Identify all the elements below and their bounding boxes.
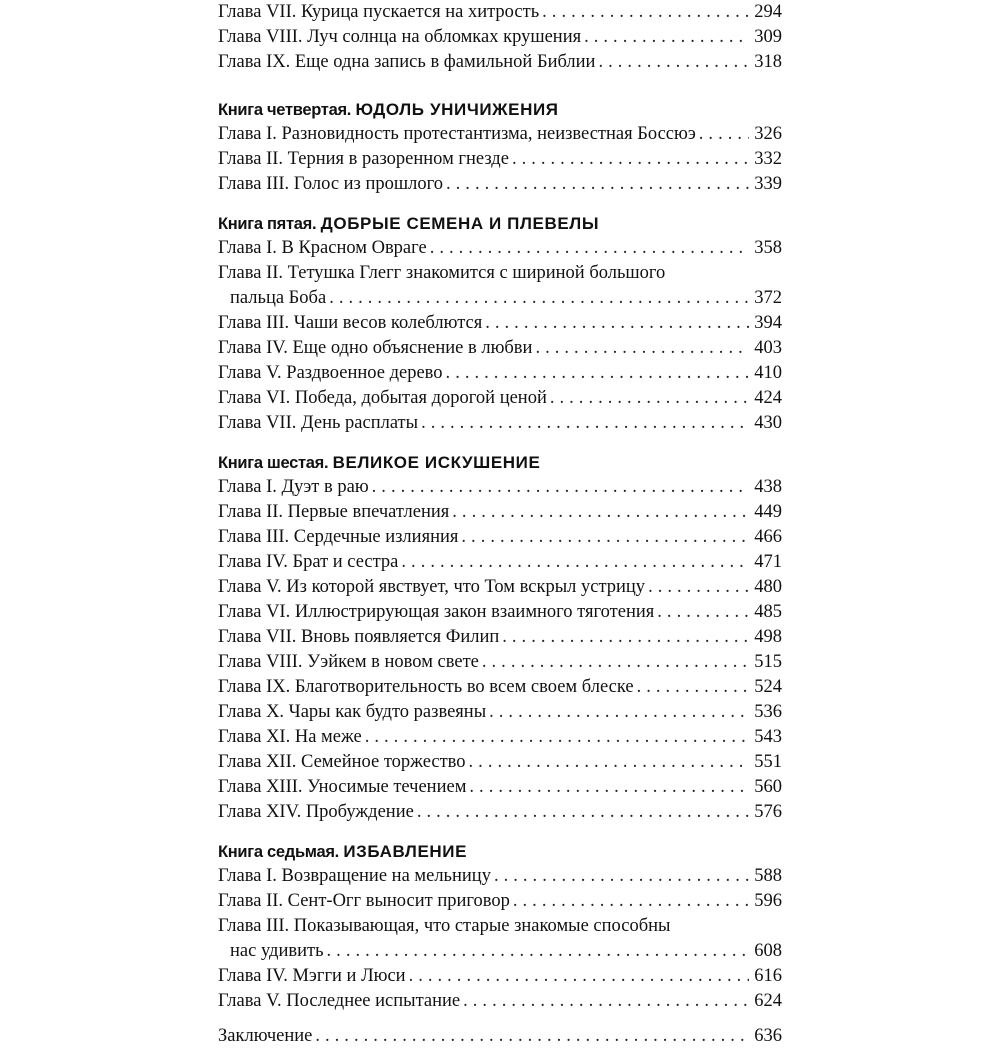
toc-entry-title: Глава VI. Победа, добытая дорогой ценой	[218, 388, 547, 408]
toc-leader-dots	[512, 147, 749, 172]
toc-entry-page: 430	[754, 413, 782, 433]
toc-leader-dots	[463, 989, 749, 1014]
toc-entry-page: 403	[754, 338, 782, 358]
toc-leader-dots	[417, 800, 749, 825]
toc-leader-dots	[327, 939, 749, 964]
toc-entry-page: 624	[754, 991, 782, 1011]
toc-entry-title: Глава XIV. Пробуждение	[218, 802, 414, 822]
toc-entry-title: Глава III. Сердечные излияния	[218, 527, 459, 547]
toc-entry-page: 394	[754, 313, 782, 333]
toc-entry[interactable]	[216, 172, 782, 197]
toc-entry-page: 294	[754, 2, 782, 22]
toc-entry[interactable]	[216, 236, 782, 261]
toc-entry-title: Глава II. Тетушка Глегг знакомится с шириной большого	[218, 263, 666, 283]
toc-entry[interactable]	[216, 550, 782, 575]
toc-entry[interactable]	[216, 750, 782, 775]
toc-entry-page: 536	[754, 702, 782, 722]
toc-entry-title: Глава V. Из которой явствует, что Том вскрыл устрицу	[218, 577, 646, 597]
book-heading	[218, 97, 782, 122]
toc-entry-title: Глава I. Возвращение на мельницу	[218, 866, 491, 886]
toc-entry-continuation[interactable]	[216, 939, 782, 964]
toc-entry-title: пальца Боба	[230, 288, 327, 308]
toc-entry-page: 524	[754, 677, 782, 697]
toc-leader-dots	[409, 964, 749, 989]
toc-entry[interactable]	[216, 650, 782, 675]
book-label: Книга шестая.	[218, 454, 329, 472]
toc-book-5	[216, 211, 782, 436]
toc-entry-continuation[interactable]	[216, 286, 782, 311]
toc-entry-title: Глава II. Первые впечатления	[218, 502, 450, 522]
toc-entry-title: Глава VI. Иллюстрирующая закон взаимного тяготения	[218, 602, 655, 622]
toc-entry-title: Глава IV. Еще одно объяснение в любви	[218, 338, 533, 358]
toc-conclusion[interactable]	[216, 1024, 782, 1049]
toc-entry-title: Глава I. Дуэт в раю	[218, 477, 369, 497]
toc-entry-page: 608	[754, 941, 782, 961]
toc-entry-page: 372	[754, 288, 782, 308]
toc-leader-dots	[489, 700, 749, 725]
toc-entry[interactable]	[216, 50, 782, 75]
toc-entry-title: Глава III. Показывающая, что старые знакомые способны	[218, 916, 671, 936]
toc-lead-section	[216, 0, 782, 75]
toc-leader-dots	[446, 172, 749, 197]
toc-entry-title: Глава I. В Красном Овраге	[218, 238, 427, 258]
toc-book-6	[216, 450, 782, 825]
toc-entry-page: 424	[754, 388, 782, 408]
toc-entry-title: нас удивить	[230, 941, 324, 961]
toc-entry-page: 588	[754, 866, 782, 886]
toc-entry-title: Глава IV. Брат и сестра	[218, 552, 399, 572]
book-label: Книга четвертая.	[218, 101, 352, 119]
toc-leader-dots	[637, 675, 749, 700]
toc-entry-title: Глава V. Последнее испытание	[218, 991, 461, 1011]
book-title: ДОБРЫЕ СЕМЕНА И ПЛЕВЕЛЫ	[320, 214, 600, 233]
toc-entry-page: 498	[754, 627, 782, 647]
toc-entry-page: 326	[754, 124, 782, 144]
toc-leader-dots	[469, 775, 749, 800]
toc-entry-title: Глава IX. Еще одна запись в фамильной Библии	[218, 52, 596, 72]
toc-entry[interactable]	[216, 361, 782, 386]
toc-entry-page: 449	[754, 502, 782, 522]
toc-entry-page: 332	[754, 149, 782, 169]
table-of-contents	[216, 0, 782, 1049]
toc-entry-title: Глава VII. Вновь появляется Филип	[218, 627, 500, 647]
toc-entry[interactable]	[216, 725, 782, 750]
toc-entry-title: Глава II. Терния в разоренном гнезде	[218, 149, 509, 169]
book-label: Книга пятая.	[218, 215, 317, 233]
toc-entry[interactable]	[216, 336, 782, 361]
toc-entry[interactable]	[216, 625, 782, 650]
toc-entry-page: 410	[754, 363, 782, 383]
toc-entry[interactable]	[216, 500, 782, 525]
toc-entry-title: Глава XII. Семейное торжество	[218, 752, 466, 772]
toc-leader-dots	[421, 411, 749, 436]
toc-entry-title: Глава VII. Курица пускается на хитрость	[218, 2, 540, 22]
toc-entry[interactable]	[216, 25, 782, 50]
book-heading	[218, 450, 782, 475]
toc-entry-page: 438	[754, 477, 782, 497]
toc-entry-page: 515	[754, 652, 782, 672]
toc-leader-dots	[401, 550, 749, 575]
toc-entry[interactable]	[216, 411, 782, 436]
toc-leader-dots	[584, 25, 749, 50]
toc-entry-first-line[interactable]	[216, 914, 782, 939]
toc-entry-page: 551	[754, 752, 782, 772]
toc-leader-dots	[598, 50, 749, 75]
toc-entry[interactable]	[216, 147, 782, 172]
toc-entry-page: 480	[754, 577, 782, 597]
toc-leader-dots	[372, 475, 749, 500]
toc-entry-page: 309	[754, 27, 782, 47]
toc-leader-dots	[482, 650, 749, 675]
toc-entry-title: Глава V. Раздвоенное дерево	[218, 363, 443, 383]
toc-leader-dots	[452, 500, 749, 525]
toc-entry-title: Глава VIII. Луч солнца на обломках крушения	[218, 27, 582, 47]
toc-entry[interactable]	[216, 989, 782, 1014]
toc-entry-title: Глава XIII. Уносимые течением	[218, 777, 467, 797]
toc-entry[interactable]	[216, 775, 782, 800]
toc-entry-page: 471	[754, 552, 782, 572]
toc-entry[interactable]	[216, 864, 782, 889]
toc-entry-title: Глава II. Сент-Огг выносит приговор	[218, 891, 510, 911]
book-heading	[218, 839, 782, 864]
toc-entry-page: 576	[754, 802, 782, 822]
toc-entry-title: Глава XI. На меже	[218, 727, 362, 747]
toc-entry[interactable]	[216, 122, 782, 147]
toc-entry[interactable]	[216, 889, 782, 914]
toc-leader-dots	[494, 864, 749, 889]
toc-leader-dots	[657, 600, 749, 625]
toc-leader-dots	[446, 361, 749, 386]
toc-entry-page: 636	[754, 1026, 782, 1046]
toc-leader-dots	[550, 386, 749, 411]
toc-leader-dots	[461, 525, 749, 550]
toc-leader-dots	[502, 625, 749, 650]
toc-entry-title: Глава VII. День расплаты	[218, 413, 419, 433]
toc-book-7	[216, 839, 782, 1014]
toc-entry-page: 543	[754, 727, 782, 747]
toc-entry-title: Глава X. Чары как будто развеяны	[218, 702, 487, 722]
toc-leader-dots	[469, 750, 749, 775]
toc-entry-title: Заключение	[218, 1026, 313, 1046]
toc-entry[interactable]	[216, 700, 782, 725]
toc-leader-dots	[542, 0, 749, 25]
toc-entry-page: 596	[754, 891, 782, 911]
toc-entry-title: Глава IX. Благотворительность во всем своем блеске	[218, 677, 634, 697]
toc-entry-title: Глава III. Голос из прошлого	[218, 174, 443, 194]
toc-entry-page: 466	[754, 527, 782, 547]
book-label: Книга седьмая.	[218, 843, 339, 861]
toc-entry-page: 358	[754, 238, 782, 258]
toc-entry-first-line[interactable]	[216, 261, 782, 286]
toc-entry[interactable]	[216, 475, 782, 500]
toc-entry[interactable]	[216, 600, 782, 625]
toc-leader-dots	[513, 889, 749, 914]
toc-entry[interactable]	[216, 525, 782, 550]
toc-leader-dots	[485, 311, 749, 336]
toc-entry-title: Глава I. Разновидность протестантизма, неизвестная Боссюэ	[218, 124, 696, 144]
book-title: ИЗБАВЛЕНИЕ	[343, 842, 468, 861]
toc-entry-page: 560	[754, 777, 782, 797]
toc-entry[interactable]	[216, 675, 782, 700]
toc-leader-dots	[648, 575, 749, 600]
toc-leader-dots	[699, 122, 749, 147]
toc-leader-dots	[315, 1024, 749, 1049]
book-heading	[218, 211, 782, 236]
toc-book-4	[216, 97, 782, 197]
toc-entry[interactable]	[216, 800, 782, 825]
toc-leader-dots	[430, 236, 749, 261]
toc-leader-dots	[535, 336, 749, 361]
book-title: ЮДОЛЬ УНИЧИЖЕНИЯ	[355, 100, 559, 119]
toc-entry-page: 318	[754, 52, 782, 72]
toc-entry[interactable]	[216, 386, 782, 411]
toc-leader-dots	[329, 286, 749, 311]
toc-entry[interactable]	[216, 964, 782, 989]
toc-entry[interactable]	[216, 0, 782, 25]
toc-entry[interactable]	[216, 311, 782, 336]
toc-entry[interactable]	[216, 575, 782, 600]
toc-entry-title: Глава VIII. Уэйкем в новом свете	[218, 652, 479, 672]
book-title: ВЕЛИКОЕ ИСКУШЕНИЕ	[332, 453, 541, 472]
toc-leader-dots	[365, 725, 749, 750]
toc-entry-title: Глава III. Чаши весов колеблются	[218, 313, 483, 333]
toc-entry-page: 616	[754, 966, 782, 986]
toc-entry-title: Глава IV. Мэгги и Люси	[218, 966, 406, 986]
toc-entry-page: 339	[754, 174, 782, 194]
toc-entry-page: 485	[754, 602, 782, 622]
